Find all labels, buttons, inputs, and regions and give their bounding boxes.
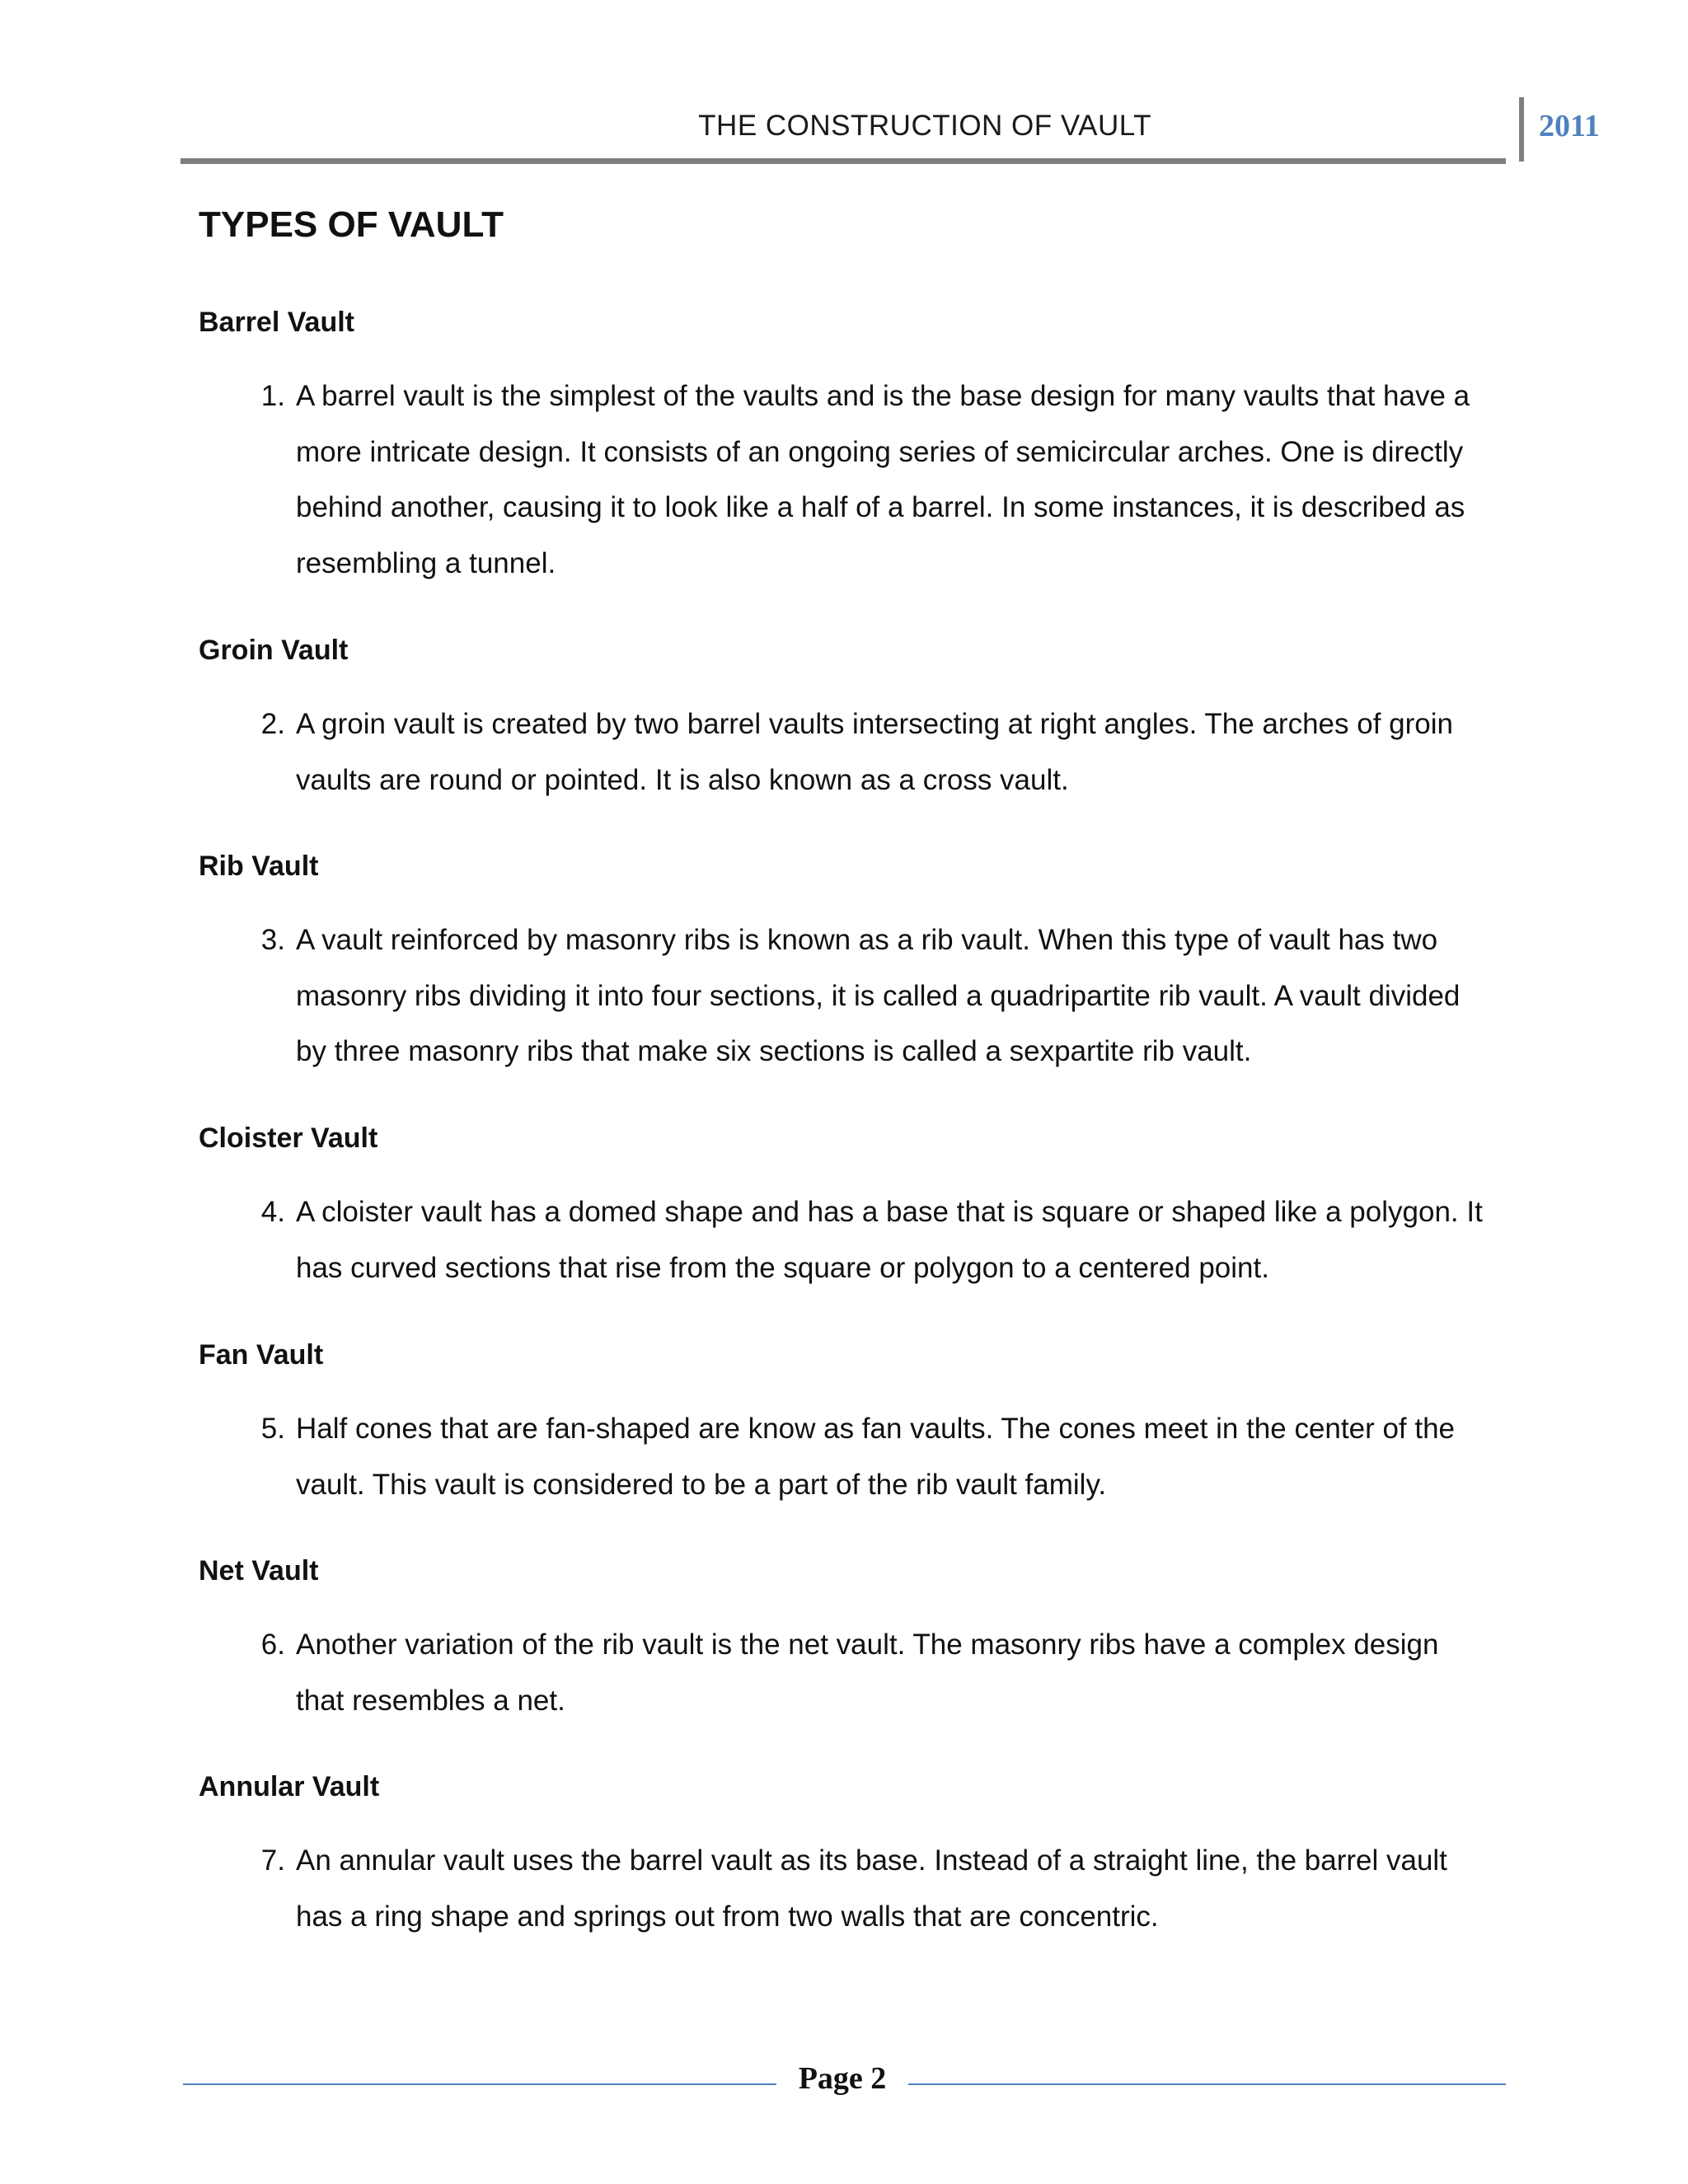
list-item-text: A vault reinforced by masonry ribs is known as a rib vault. When this type of vault has two masonry ribs dividing it into four sections, it is called a quadripartite rib vault. A vault divided by three masonry ribs that make six sections is called a sexpartite rib vault. [296,924,1461,1067]
page-title: TYPES OF VAULT [199,204,504,245]
list-item-number: 6. [260,1629,285,1661]
list-item-text: A groin vault is created by two barrel vaults intersecting at right angles. The arches of groin vaults are round or pointed. It is also known as a cross vault. [296,708,1453,796]
header-divider [1519,97,1524,162]
list-item-number: 5. [260,1413,285,1445]
section-heading-groin-vault: Groin Vault [199,635,349,666]
list-item-number: 7. [260,1844,285,1877]
list-item-number: 4. [260,1196,285,1228]
section-heading-cloister-vault: Cloister Vault [199,1122,378,1154]
section-heading-barrel-vault: Barrel Vault [199,307,354,338]
page-footer [183,2059,1506,2108]
header-title: THE CONSTRUCTION OF VAULT [698,110,1151,142]
footer-rule-left [183,2083,776,2085]
header-year: 2011 [1539,109,1600,143]
section-heading-rib-vault: Rib Vault [199,851,319,882]
list-item-text: A barrel vault is the simplest of the vaults and is the base design for many vaults that have a more intricate design. It consists of an ongoing series of semicircular arches. One is directly behind another, causing it to look like a half of a barrel. In some instances, it is described as resembling a tunnel. [296,380,1470,579]
list-item-number: 3. [260,924,285,956]
footer-rule-right [908,2083,1506,2085]
list-item-text: Another variation of the rib vault is the net vault. The masonry ribs have a complex design that resembles a net. [296,1629,1439,1717]
list-item-text: An annular vault uses the barrel vault as its base. Instead of a straight line, the barrel vault has a ring shape and springs out from two walls that are concentric. [296,1844,1447,1933]
list-item-text: A cloister vault has a domed shape and has a base that is square or shaped like a polygon. It has curved sections that rise from the square or polygon to a centered point. [296,1196,1483,1284]
list-item-number: 1. [260,380,285,412]
list-item-number: 2. [260,708,285,740]
section-heading-fan-vault: Fan Vault [199,1339,324,1371]
section-heading-net-vault: Net Vault [199,1555,319,1586]
page-number: Page 2 [798,2061,887,2096]
page-header [181,97,1600,163]
list-item-text: Half cones that are fan-shaped are know as fan vaults. The cones meet in the center of the vault. This vault is considered to be a part of the rib vault family. [296,1413,1456,1501]
header-rule [181,158,1506,164]
section-heading-annular-vault: Annular Vault [199,1771,380,1802]
